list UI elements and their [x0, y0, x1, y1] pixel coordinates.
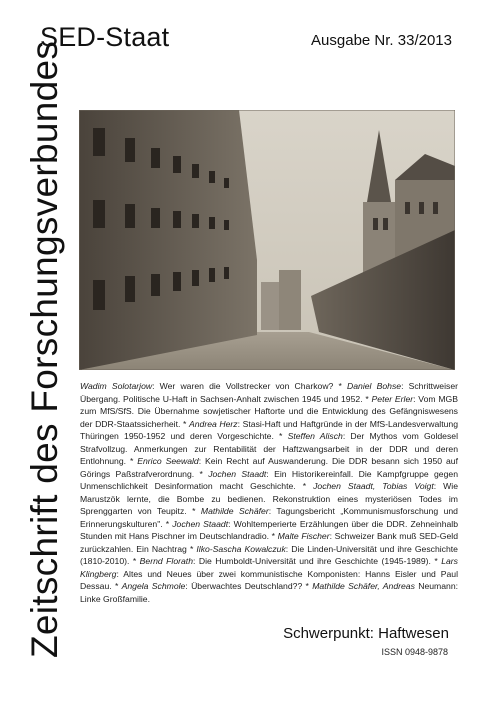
- toc-entry: Bernd Florath: Die Humboldt-Universität und ihre Geschichte (1945-1989).: [139, 556, 431, 566]
- toc-entry: Jochen Staadt, Tobias Voigt: Wie Marustzök lernte, die Bombe zu bedienen. Rekonstruktion eines mysteriösen Todes im Sprenggarten von Teupitz.: [80, 481, 459, 516]
- toc-entry: Mathilde Schäfer, Andreas Neumann: Linke Großfamilie.: [80, 581, 459, 604]
- toc-entry: Enrico Seewald: Kein Recht auf Auswanderung. Die DDR besann sich 1950 auf Görings Paßstrafverordnung.: [80, 456, 458, 479]
- toc-entry: Mathilde Schäfer: Tagungsbericht „Kommunismusforschung und Erinnerungskulturen".: [80, 506, 458, 529]
- toc-entry: Jochen Staadt: Wohltemperierte Erzählungen über die DDR. Zehneinhalb Stunden mit Hans Pischner im Deutschlandradio.: [80, 518, 458, 541]
- spine-title: Zeitschrift des Forschungsverbundes: [24, 40, 65, 658]
- toc-entry: Ilko-Sascha Kowalczuk: Die Linden-Universität und ihre Geschichte (1810-2010).: [80, 543, 458, 566]
- toc-entry: Malte Fischer: Schweizer Bank muß SED-Geld zurückzahlen. Ein Nachtrag: [80, 531, 458, 554]
- toc-entry: Jochen Staadt: Ein Historikereinfall. Die Kampfgruppe gegen Unmenschlichkeit Desinformation macht Geschichte.: [80, 468, 458, 491]
- toc-entry: Lars Klingberg: Altes und Neues über zwei kommunistische Komponisten: Hanns Eisler und Paul Dessau.: [80, 556, 458, 591]
- cover-photo: [79, 110, 455, 370]
- journal-brand: SED-Staat: [40, 22, 170, 52]
- toc-entry: Daniel Bohse: Schrittweiser Übergang. Politische U-Haft in Sachsen-Anhalt zwischen 1945 und 1952.: [80, 381, 458, 404]
- toc-entry: Andrea Herz: Stasi-Haft und Haftgründe in der MfS-Landesverwaltung Thüringen 1950-1952 und deren Vorgeschichte.: [80, 418, 458, 441]
- toc-entry: Angela Schmole: Überwachtes Deutschland??: [121, 581, 303, 591]
- issn: ISSN 0948-9878: [381, 647, 448, 657]
- focus-topic: Schwerpunkt: Haftwesen: [283, 625, 449, 642]
- toc-entry: Wadim Solotarjow: Wer waren die Vollstrecker von Charkow?: [80, 381, 334, 391]
- toc-entry: Steffen Alisch: Der Mythos vom Goldesel Strafvollzug. Anmerkungen zur Rentabilität der Haftzwangsarbeit in der DDR und deren Entlohnung.: [80, 431, 459, 466]
- table-of-contents: Wadim Solotarjow: Wer waren die Vollstrecker von Charkow? * Daniel Bohse: Schrittweiser Übergang. Politische U-Haft in Sachsen-Anhalt zwischen 1945 und 1952. * Peter Erler: Vom MGB zum MfS/SfS. Die Übernahme sowjetischer Haftorte und die Entwicklung des Gefängniswesens der DDR-Staatssicherheit. * Andrea Herz: Stasi-Haft und Haftgründe in der MfS-Landesverwaltung Thüringen 1950-1952 und deren Vorgeschichte. * Steffen Alisch: Der Mythos vom Goldesel Strafvollzug. Anmerkungen zur Rentabilität der Haftzwangsarbeit in der DDR und deren Entlohnung. * Enrico Seewald: Kein Recht auf Auswanderung. Die DDR besann sich 1950 auf Görings Paßstrafverordnung. * Jochen Staadt: Ein Historikereinfall. Die Kampfgruppe gegen Unmenschlichkeit Desinformation macht Geschichte. * Jochen Staadt, Tobias Voigt: Wie Marustzök lernte, die Bombe zu bedienen. Rekonstruktion eines mysteriösen Todes im Sprenggarten von Teupitz. * Mathilde Schäfer: Tagungsbericht „Kommunismusforschung und Erinnerungskulturen". * Jochen Staadt: Wohltemperierte Erzählungen über die DDR. Zehneinhalb Stunden mit Hans Pischner im Deutschlandradio. * Malte Fischer: Schweizer Bank muß SED-Geld zurückzahlen. Ein Nachtrag * Ilko-Sascha Kowalczuk: Die Linden-Universität und ihre Geschichte (1810-2010). * Bernd Florath: Die Humboldt-Universität und ihre Geschichte (1945-1989). * Lars Klingberg: Altes und Neues über zwei kommunistische Komponisten: Hanns Eisler und Paul Dessau. * Angela Schmole: Überwachtes Deutschland?? * Mathilde Schäfer, Andreas Neumann: Linke Großfamilie.: [80, 381, 459, 604]
- issue-number: Ausgabe Nr. 33/2013: [311, 32, 452, 49]
- toc-entry: Peter Erler: Vom MGB zum MfS/SfS. Die Übernahme sowjetischer Haftorte und die Entwicklung des Gefängniswesens der DDR-Staatssicherheit.: [80, 393, 458, 429]
